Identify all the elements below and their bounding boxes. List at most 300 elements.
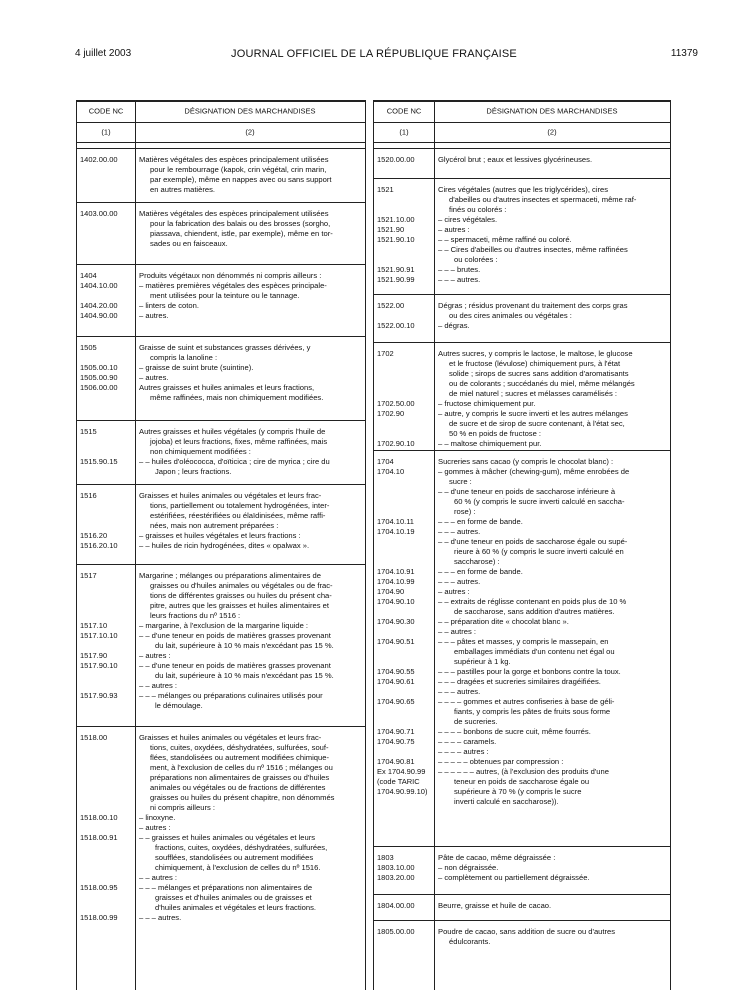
table-row	[374, 901, 670, 911]
table-section	[77, 336, 365, 407]
table-row	[374, 301, 670, 311]
table-row	[77, 457, 365, 467]
table-row	[374, 853, 670, 863]
table-section	[77, 484, 365, 555]
designation-text: Graisses et huiles animales ou végétales et leurs frac-	[139, 733, 322, 742]
table-row	[374, 399, 670, 409]
table-section	[77, 726, 365, 927]
nc-code: 1518.00.10	[80, 813, 118, 822]
table-row	[374, 255, 670, 265]
table-row	[374, 547, 670, 557]
designation-text: 50 % en poids de fructose :	[449, 429, 542, 438]
designation-text: – – d'une teneur en poids de saccharose inférieure à	[438, 487, 616, 496]
table-row	[374, 637, 670, 647]
designation-text: préparations non alimentaires de graisses ou d'huiles	[150, 773, 330, 782]
designation-text: Graisses et huiles animales ou végétales et leurs frac-	[139, 491, 322, 500]
designation-text: – – d'une teneur en poids de matières grasses provenant	[139, 631, 331, 640]
designation-text: – – – pastilles pour la gorge et bonbons contre la toux.	[438, 667, 621, 676]
table-row	[77, 511, 365, 521]
designation-text: piassava, chiendent, istle, par exemple), même en tor-	[150, 229, 333, 238]
designation-text: de saccharose, sans addition d'autres matières.	[454, 607, 615, 616]
table-row	[374, 757, 670, 767]
designation-text: tions de différentes graisses ou huiles du présent cha-	[150, 591, 332, 600]
table-row	[77, 903, 365, 913]
designation-text: – – spermaceti, même raffiné ou coloré.	[438, 235, 572, 244]
nc-code: 1704.90.65	[377, 697, 415, 706]
nc-code: 1704.90.99.10)	[377, 787, 428, 796]
table-row	[374, 607, 670, 617]
table-section	[77, 202, 365, 253]
designation-text: ou de colorants ; succédanés du miel, même mélangés	[449, 379, 635, 388]
table-row	[77, 393, 365, 403]
table-row	[77, 813, 365, 823]
designation-text: – – – brutes.	[438, 265, 481, 274]
column-number-row	[374, 122, 670, 143]
table-row	[77, 271, 365, 281]
designation-text: – autres :	[139, 651, 171, 660]
column-header-row	[374, 100, 670, 123]
designation-text: Pâte de cacao, même dégraissée :	[438, 853, 556, 862]
designation-text: – – d'une teneur en poids de matières grasses provenant	[139, 661, 331, 670]
designation-text: – – – – bonbons de sucre cuit, même fourrés.	[438, 727, 591, 736]
table-row	[374, 797, 670, 807]
nc-code: 1522.00	[377, 301, 405, 310]
table-row	[374, 379, 670, 389]
table-row	[77, 763, 365, 773]
nc-code: 1704.90.51	[377, 637, 415, 646]
nc-code: (code TARIC	[377, 777, 420, 786]
table-row	[374, 349, 670, 359]
designation-text: ni compris ailleurs :	[150, 803, 215, 812]
designation-column-number: (2)	[547, 127, 557, 137]
designation-text: saccharose) :	[454, 557, 500, 566]
table-section	[374, 148, 670, 169]
table-row	[77, 863, 365, 873]
designation-text: – – d'une teneur en poids de saccharose égale ou supé-	[438, 537, 628, 546]
table-row	[77, 701, 365, 711]
table-row	[374, 419, 670, 429]
designation-text: – – – – – obtenues par compression :	[438, 757, 564, 766]
designation-text: Graisse de suint et substances grasses dérivées, y	[139, 343, 311, 352]
designation-text: – gommes à mâcher (chewing-gum), même enrobées de	[438, 467, 630, 476]
table-row	[374, 657, 670, 667]
designation-text: finés ou colorés :	[449, 205, 507, 214]
designation-text: tions, partiellement ou totalement hydrogénées, inter-	[150, 501, 330, 510]
table-row	[374, 707, 670, 717]
designation-text: ment utilisées pour la teinture ou le tannage.	[150, 291, 300, 300]
table-row	[77, 641, 365, 651]
nc-code: 1803	[377, 853, 394, 862]
table-row	[77, 447, 365, 457]
table-row	[374, 567, 670, 577]
designation-text: – – extraits de réglisse contenant en poids plus de 10 %	[438, 597, 627, 606]
nc-code: 1521.10.00	[377, 215, 415, 224]
table-row	[374, 527, 670, 537]
table-row	[77, 311, 365, 321]
table-row	[77, 521, 365, 531]
designation-text: – autres :	[438, 225, 470, 234]
designation-text: de sucreries.	[454, 717, 498, 726]
nc-code: 1505	[80, 343, 97, 352]
designation-text: Autres graisses et huiles animales et leurs fractions,	[139, 383, 315, 392]
table-row	[374, 245, 670, 255]
designation-text: du lait, supérieure à 10 % mais n'excédant pas 15 %.	[155, 671, 334, 680]
designation-text: par exemple), même en nappes avec ou sans support	[150, 175, 332, 184]
nc-code: 1702.90.10	[377, 439, 415, 448]
table-row	[77, 913, 365, 923]
designation-text: Beurre, graisse et huile de cacao.	[438, 901, 552, 910]
table-row	[374, 225, 670, 235]
table-row	[374, 195, 670, 205]
designation-text: Sucreries sans cacao (y compris le chocolat blanc) :	[438, 457, 614, 466]
designation-text: pour la fabrication des balais ou des brosses (sorgho,	[150, 219, 331, 228]
nc-code: 1404.20.00	[80, 301, 118, 310]
table-row	[374, 873, 670, 883]
designation-text: le démoulage.	[155, 701, 203, 710]
designation-text: d'huiles animales et végétales et leurs fractions.	[155, 903, 317, 912]
nc-code: 1506.00.00	[80, 383, 118, 392]
nc-code: 1404.10.00	[80, 281, 118, 290]
table-row	[77, 591, 365, 601]
nc-code: 1518.00.95	[80, 883, 118, 892]
nc-code: 1704.90.75	[377, 737, 415, 746]
designation-text: Cires végétales (autres que les triglycérides), cires	[438, 185, 609, 194]
table-row	[77, 631, 365, 641]
table-section	[374, 920, 670, 951]
table-section	[374, 846, 670, 887]
table-section	[77, 564, 365, 715]
table-row	[374, 369, 670, 379]
table-row	[77, 833, 365, 843]
table-row	[77, 671, 365, 681]
nc-code: Ex 1704.90.99	[377, 767, 426, 776]
designation-text: non chimiquement modifiées :	[150, 447, 251, 456]
nc-code: 1404.90.00	[80, 311, 118, 320]
table-row	[77, 753, 365, 763]
designation-column-header: DÉSIGNATION DES MARCHANDISES	[184, 106, 316, 116]
nc-code: 1704.90.71	[377, 727, 415, 736]
designation-text: emballages immédiats d'un contenu net égal ou	[454, 647, 615, 656]
table-row	[77, 823, 365, 833]
nc-code: 1516.20.10	[80, 541, 118, 550]
designation-text: graisses ou d'huiles animales ou végétales ou de frac-	[150, 581, 333, 590]
designation-text: – dégras.	[438, 321, 470, 330]
designation-text: fractions, cuites, oxydées, déshydratées, sulfurées,	[155, 843, 328, 852]
designation-text: – non dégraissée.	[438, 863, 499, 872]
left-table	[76, 100, 366, 990]
table-row	[77, 501, 365, 511]
designation-text: même raffinées, mais non chimiquement modifiées.	[150, 393, 324, 402]
designation-text: – – huiles de ricin hydrogénées, dites « opalwax ».	[139, 541, 310, 550]
designation-text: de miel naturel ; sucres et mélasses caramélisés :	[449, 389, 617, 398]
designation-text: Autres graisses et huiles végétales (y compris l'huile de	[139, 427, 326, 436]
designation-text: – – – en forme de bande.	[438, 567, 523, 576]
nc-code: 1704.90	[377, 587, 405, 596]
designation-text: – – – mélanges ou préparations culinaires utilisés pour	[139, 691, 323, 700]
table-row	[374, 597, 670, 607]
designation-text: – – autres :	[438, 627, 476, 636]
nc-code: 1704	[377, 457, 394, 466]
designation-text: en autres matières.	[150, 185, 215, 194]
designation-text: – fructose chimiquement pur.	[438, 399, 536, 408]
table-row	[77, 209, 365, 219]
designation-column-number: (2)	[245, 127, 255, 137]
table-row	[374, 647, 670, 657]
designation-text: leurs fractions du nº 1516 :	[150, 611, 241, 620]
table-row	[374, 155, 670, 165]
table-row	[374, 937, 670, 947]
table-row	[77, 783, 365, 793]
designation-text: chimiquement, à l'exclusion de celles du nº 1516.	[155, 863, 321, 872]
table-row	[77, 611, 365, 621]
table-row	[77, 681, 365, 691]
designation-text: rieure à 60 % (y compris le sucre inverti calculé en	[454, 547, 624, 556]
designation-text: pour le rembourrage (kapok, crin végétal, crin marin,	[150, 165, 327, 174]
table-row	[374, 439, 670, 449]
table-row	[374, 737, 670, 747]
table-row	[77, 363, 365, 373]
table-row	[374, 677, 670, 687]
designation-text: d'abeilles ou d'autres insectes et spermaceti, même raf-	[449, 195, 637, 204]
table-row	[77, 165, 365, 175]
nc-code: 1517.90.93	[80, 691, 118, 700]
table-row	[374, 235, 670, 245]
nc-code: 1704.90.30	[377, 617, 415, 626]
designation-text: et le fructose (lévulose) chimiquement purs, à l'état	[449, 359, 621, 368]
table-row	[374, 787, 670, 797]
table-row	[374, 747, 670, 757]
designation-text: – – – autres.	[438, 527, 481, 536]
designation-text: de sucre et de sirop de sucre contenant, à l'état sec,	[449, 419, 625, 428]
designation-text: Autres sucres, y compris le lactose, le maltose, le glucose	[438, 349, 633, 358]
table-row	[77, 733, 365, 743]
table-row	[77, 893, 365, 903]
table-row	[77, 175, 365, 185]
designation-text: Margarine ; mélanges ou préparations alimentaires de	[139, 571, 321, 580]
table-row	[374, 409, 670, 419]
table-row	[374, 697, 670, 707]
designation-text: – linoxyne.	[139, 813, 176, 822]
designation-text: – – – pâtes et masses, y compris le massepain, en	[438, 637, 609, 646]
designation-text: Dégras ; résidus provenant du traitement des corps gras	[438, 301, 628, 310]
designation-text: – – – – gommes et autres confiseries à base de géli-	[438, 697, 615, 706]
table-row	[77, 661, 365, 671]
table-row	[374, 359, 670, 369]
nc-code: 1805.00.00	[377, 927, 415, 936]
designation-text: – margarine, à l'exclusion de la margarine liquide :	[139, 621, 309, 630]
table-row	[374, 205, 670, 215]
table-row	[374, 767, 670, 777]
table-row	[77, 437, 365, 447]
code-column-header: CODE NC	[88, 106, 124, 116]
designation-text: – graisse de suint brute (suintine).	[139, 363, 254, 372]
designation-text: jojoba) et leurs fractions, fixes, même raffinées, mais	[150, 437, 328, 446]
nc-code: 1704.10.91	[377, 567, 415, 576]
table-row	[374, 429, 670, 439]
designation-text: fiants, y compris les pâtes de fruits sous forme	[454, 707, 611, 716]
designation-text: graisses ou huiles du présent chapitre, non dénommés	[150, 793, 335, 802]
table-row	[77, 571, 365, 581]
designation-text: – – huiles d'oléococca, d'oïticica ; cire de myrica ; cire du	[139, 457, 330, 466]
table-row	[77, 743, 365, 753]
table-section	[374, 178, 670, 289]
designation-text: – – – – autres :	[438, 747, 489, 756]
table-row	[374, 477, 670, 487]
designation-text: – autres :	[139, 823, 171, 832]
nc-code: 1404	[80, 271, 97, 280]
table-row	[374, 557, 670, 567]
designation-text: animales ou végétales ou de fractions de différentes	[150, 783, 326, 792]
designation-text: – – – en forme de bande.	[438, 517, 523, 526]
code-column-number: (1)	[399, 127, 409, 137]
table-row	[374, 627, 670, 637]
designation-text: supérieure à 70 % (y compris le sucre	[454, 787, 582, 796]
designation-text: – autre, y compris le sucre inverti et les autres mélanges	[438, 409, 628, 418]
table-row	[374, 687, 670, 697]
table-row	[374, 577, 670, 587]
table-section	[77, 264, 365, 325]
designation-text: Poudre de cacao, sans addition de sucre ou d'autres	[438, 927, 616, 936]
table-row	[77, 803, 365, 813]
table-row	[77, 239, 365, 249]
designation-text: ou colorées :	[454, 255, 498, 264]
designation-text: Produits végétaux non dénommés ni compris ailleurs :	[139, 271, 322, 280]
nc-code: 1521.90	[377, 225, 405, 234]
table-row	[77, 373, 365, 383]
designation-text: – – préparation dite « chocolat blanc ».	[438, 617, 569, 626]
nc-code: 1516.20	[80, 531, 108, 540]
table-row	[374, 727, 670, 737]
designation-text: compris la lanoline :	[150, 353, 218, 362]
table-row	[374, 507, 670, 517]
nc-code: 1522.00.10	[377, 321, 415, 330]
page-number: 11379	[670, 48, 698, 59]
designation-text: solide ; sirops de sucres sans addition d'aromatisants	[449, 369, 629, 378]
page-date: 4 juillet 2003	[75, 48, 132, 59]
nc-code: 1704.10.99	[377, 577, 415, 586]
designation-text: – – autres :	[139, 681, 177, 690]
designation-text: – – – – – – autres, (à l'exclusion des produits d'une	[438, 767, 609, 776]
table-row	[77, 853, 365, 863]
table-row	[77, 219, 365, 229]
nc-code: 1704.90.61	[377, 677, 415, 686]
designation-text: – graisses et huiles végétales et leurs fractions :	[139, 531, 301, 540]
designation-text: teneur en poids de saccharose égale ou	[454, 777, 590, 786]
table-row	[77, 229, 365, 239]
nc-code: 1704.10	[377, 467, 405, 476]
designation-text: – complètement ou partiellement dégraissée.	[438, 873, 590, 882]
nc-code: 1517.10.10	[80, 631, 118, 640]
table-section	[77, 148, 365, 199]
table-row	[374, 311, 670, 321]
designation-text: – – – autres.	[438, 275, 481, 284]
designation-text: – – – autres.	[438, 577, 481, 586]
designation-text: – matières premières végétales des espèces principale-	[139, 281, 327, 290]
nc-code: 1515.90.15	[80, 457, 118, 466]
table-row	[374, 717, 670, 727]
code-column-header: CODE NC	[386, 106, 422, 116]
designation-text: Matières végétales des espèces principalement utilisées	[139, 155, 329, 164]
table-row	[77, 353, 365, 363]
table-row	[374, 321, 670, 331]
table-row	[374, 517, 670, 527]
nc-code: 1521	[377, 185, 394, 194]
table-row	[374, 275, 670, 285]
nc-code: 1505.00.10	[80, 363, 118, 372]
table-section	[374, 894, 670, 915]
table-row	[77, 843, 365, 853]
nc-code: 1702.90	[377, 409, 405, 418]
designation-text: sades ou en faisceaux.	[150, 239, 228, 248]
table-row	[77, 581, 365, 591]
designation-text: – autres :	[438, 587, 470, 596]
designation-text: Matières végétales des espèces principalement utilisées	[139, 209, 329, 218]
designation-text: sucre :	[449, 477, 472, 486]
nc-code: 1704.90.10	[377, 597, 415, 606]
table-row	[77, 621, 365, 631]
designation-text: rose) :	[454, 507, 476, 516]
table-row	[77, 427, 365, 437]
nc-code: 1804.00.00	[377, 901, 415, 910]
table-row	[374, 215, 670, 225]
table-row	[374, 927, 670, 937]
designation-text: du lait, supérieure à 10 % mais n'excédant pas 15 %.	[155, 641, 334, 650]
nc-code: 1803.10.00	[377, 863, 415, 872]
table-row	[77, 281, 365, 291]
designation-text: – – maltose chimiquement pur.	[438, 439, 542, 448]
table-section	[374, 294, 670, 335]
table-row	[77, 383, 365, 393]
designation-text: nées, mais non autrement préparées :	[150, 521, 279, 530]
table-row	[77, 651, 365, 661]
nc-code: 1515	[80, 427, 97, 436]
designation-text: ment, à l'exclusion de celles du nº 1516 ; mélanges ou	[150, 763, 333, 772]
journal-title: JOURNAL OFFICIEL DE LA RÉPUBLIQUE FRANÇAISE	[231, 48, 517, 60]
designation-text: édulcorants.	[449, 937, 491, 946]
designation-text: inverti calculé en saccharose)).	[454, 797, 559, 806]
table-row	[374, 497, 670, 507]
designation-text: – autres.	[139, 373, 169, 382]
right-table	[373, 100, 671, 990]
designation-text: – – Cires d'abeilles ou d'autres insectes, même raffinées	[438, 245, 628, 254]
designation-text: graisses et d'huiles animales ou de graisses et	[155, 893, 312, 902]
nc-code: 1521.90.99	[377, 275, 415, 284]
designation-text: estérifiées, réestérifiées ou élaïdinisées, même raffi-	[150, 511, 326, 520]
table-row	[77, 185, 365, 195]
nc-code: 1518.00	[80, 733, 108, 742]
nc-code: 1516	[80, 491, 97, 500]
column-header-row	[77, 100, 365, 123]
table-row	[374, 617, 670, 627]
nc-code: 1704.90.55	[377, 667, 415, 676]
nc-code: 1704.10.19	[377, 527, 415, 536]
table-row	[77, 343, 365, 353]
designation-text: tions, cuites, oxydées, déshydratées, sulfurées, souf-	[150, 743, 329, 752]
table-row	[374, 587, 670, 597]
nc-code: 1517.10	[80, 621, 108, 630]
table-row	[374, 467, 670, 477]
designation-text: Glycérol brut ; eaux et lessives glycérineuses.	[438, 155, 593, 164]
designation-text: – – – dragées et sucreries similaires dragéifiées.	[438, 677, 601, 686]
table-row	[374, 487, 670, 497]
table-row	[374, 389, 670, 399]
nc-code: 1803.20.00	[377, 873, 415, 882]
nc-code: 1518.00.91	[80, 833, 118, 842]
table-row	[374, 265, 670, 275]
code-column-number: (1)	[101, 127, 111, 137]
designation-text: – – – autres.	[139, 913, 182, 922]
nc-code: 1403.00.00	[80, 209, 118, 218]
